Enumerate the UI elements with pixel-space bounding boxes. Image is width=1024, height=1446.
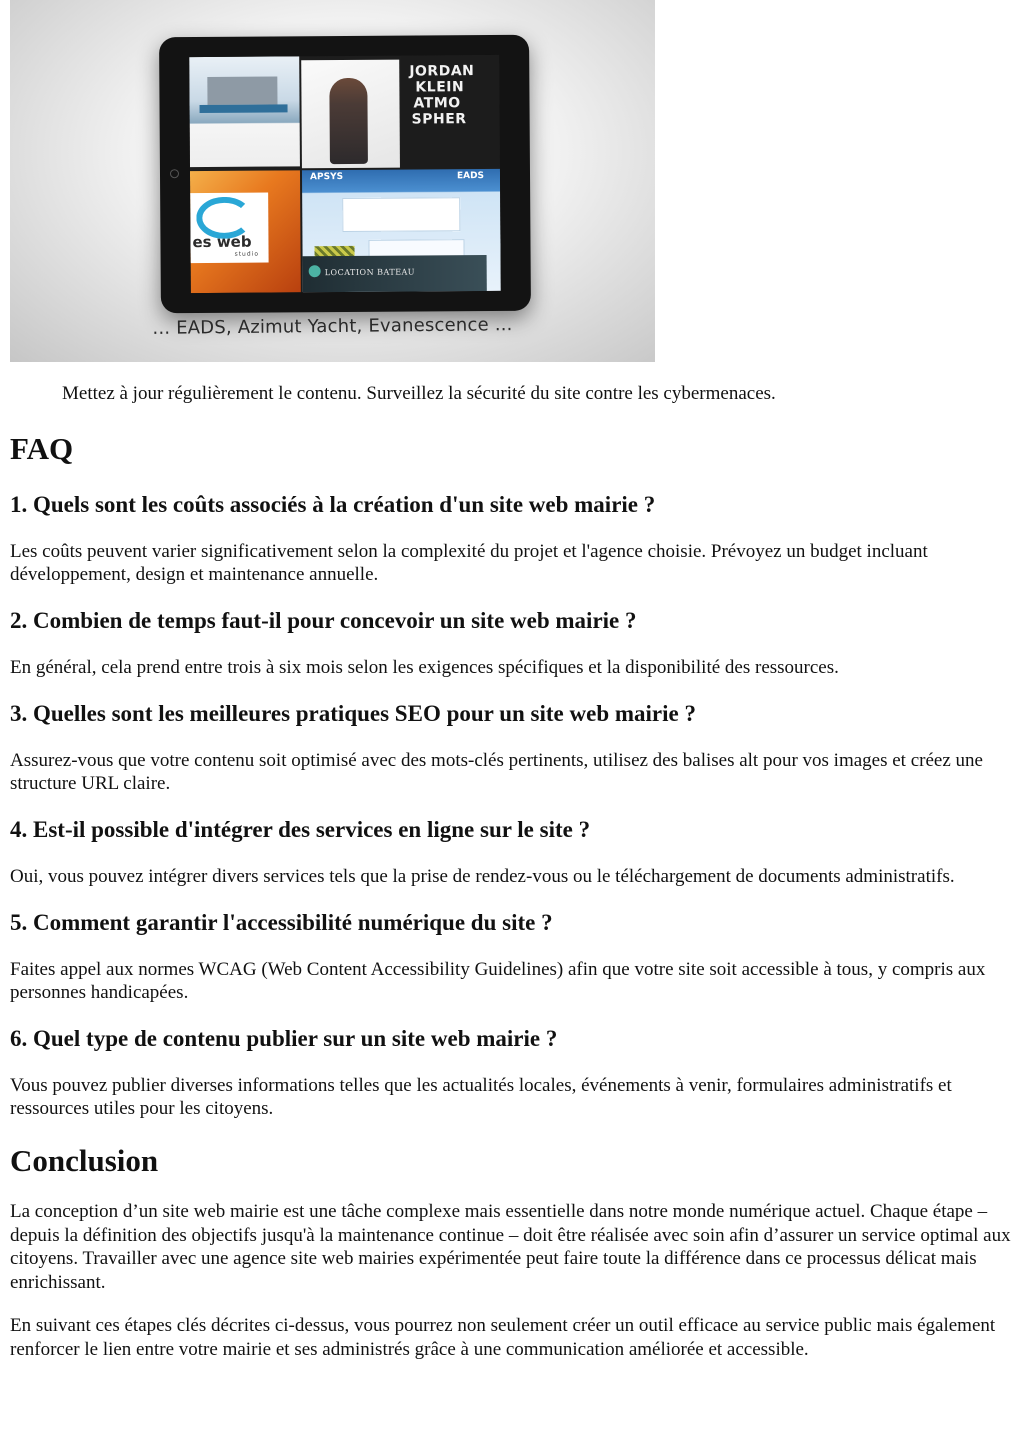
screenshot-tile-webstudio [190,170,301,293]
faq-question-2: 2. Combien de temps faut-il pour concevoir un site web mairie ? [10,608,637,633]
conclusion-paragraph-1: La conception d’un site web mairie est une tâche complexe mais essentielle dans notre monde numérique actuel. Chaque étape – depuis la définition des objectifs jusqu'à la maintenance continue – doit être réalisée avec soin afin d’assurer un service optimal aux citoyens. Travailler avec une agence site web mairies expérimentée peut faire toute la différence dans ce processus délicat mais enrichissant. [10,1201,1011,1293]
hero-video-still[interactable] [10,0,655,362]
model-figure [329,78,368,164]
location-logo-icon [309,265,321,277]
screenshot-tile-jordan [401,55,500,168]
building-shape [207,76,277,104]
screenshot-tile-location [303,255,487,292]
faq-answer-2: En général, cela prend entre trois à six mois selon les exigences spécifiques et la disponibilité des ressources. [10,657,839,678]
faq-question-6: 6. Quel type de contenu publier sur un site web mairie ? [10,1026,558,1051]
eads-header: EADS [456,171,485,182]
tablet-screen [189,55,501,293]
screenshot-tile-building [189,56,300,167]
faq-question-1: 1. Quels sont les coûts associés à la création d'un site web mairie ? [10,492,656,517]
tablet-device [159,35,531,314]
water-shape [200,104,288,113]
faq-heading: FAQ [10,431,74,466]
jordan-line-4: SPHER [411,111,467,128]
jordan-line-2: KLEIN [415,79,465,96]
faq-list [10,490,1014,1120]
tablet-camera [170,169,179,178]
faq-question-5: 5. Comment garantir l'accessibilité numérique du site ? [10,910,553,935]
faq-answer-4: Oui, vous pouvez intégrer divers services tels que la prise de rendez-vous ou le téléchargement de documents administratifs. [10,866,955,887]
logo-text: es web [192,232,252,252]
faq-answer-1: Les coûts peuvent varier significativement selon la complexité du projet et l'agence choisie. Prévoyez un budget incluant développement, design et maintenance annuelle. [10,541,928,585]
faq-answer-6: Vous pouvez publier diverses informations telles que les actualités locales, événements à venir, formulaires administratifs et ressources utiles pour les citoyens. [10,1075,952,1119]
conclusion-heading: Conclusion [10,1143,159,1178]
conclusion-paragraph-2: En suivant ces étapes clés décrites ci-dessus, vous pourrez non seulement créer un outil efficace au service public mais également renforcer le lien entre votre mairie et ses administrés grâce à une communication améliorée et accessible. [10,1315,996,1360]
intro-paragraph: Mettez à jour régulièrement le contenu. Surveillez la sécurité du site contre les cybermenaces. [62,383,776,404]
hero-caption: ... EADS, Azimut Yacht, Evanescence ... [152,314,513,339]
faq-answer-5: Faites appel aux normes WCAG (Web Content Accessibility Guidelines) afin que votre site soit accessible à tous, y compris aux personnes handicapées. [10,959,986,1003]
jordan-line-1: JORDAN [409,63,475,80]
faq-answer-3: Assurez-vous que votre contenu soit optimisé avec des mots-clés pertinents, utilisez des balises alt pour vos images et créez une structure URL claire. [10,750,983,794]
screenshot-tile-fashion [301,60,400,169]
faq-question-3: 3. Quelles sont les meilleures pratiques SEO pour un site web mairie ? [10,701,696,726]
jordan-line-3: ATMO [413,95,461,112]
location-label: LOCATION BATEAU [324,267,416,278]
apsys-header: APSYS [309,172,344,183]
content-panel [342,197,460,232]
faq-question-4: 4. Est-il possible d'intégrer des services en ligne sur le site ? [10,817,591,842]
logo-subtext: studio [234,250,260,258]
